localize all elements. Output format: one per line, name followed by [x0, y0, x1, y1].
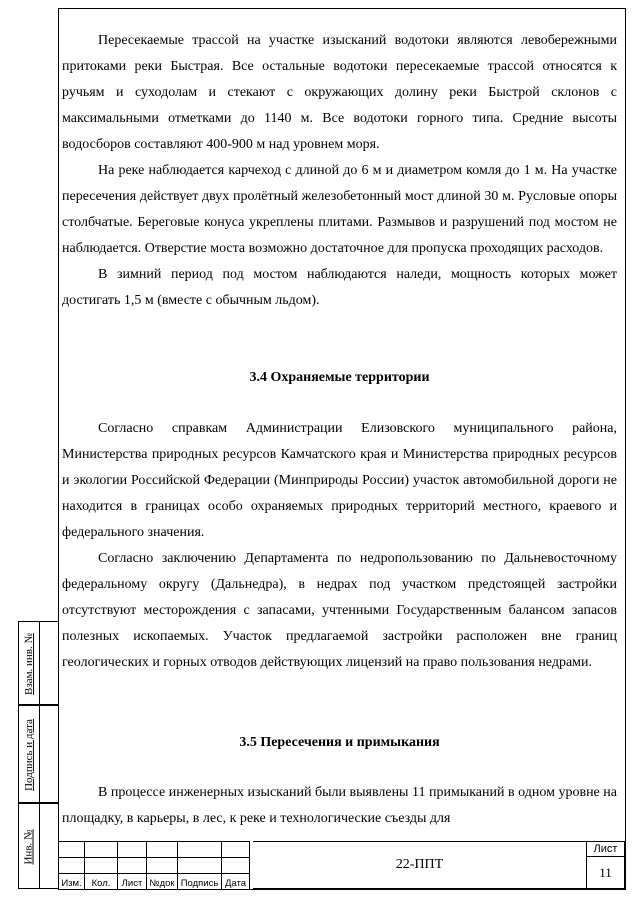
sheet-label: Лист: [587, 842, 624, 857]
text-block-top: [62, 28, 617, 314]
title-block: [58, 841, 625, 889]
paragraph: В процессе инженерных изысканий были выявлены 11 примыканий в одном уровне на площадку, в карьеры, в лес, к реке и технологические съезды для: [62, 785, 617, 826]
side-cell-podpis: [18, 705, 58, 803]
paragraph: Согласно справкам Администрации Елизовского муниципального района, Министерства природных ресурсов Камчатского края и Министерства природных ресурсов и экологии Российской Федерации (Минприроды России) участок автомобильной дороги не находится в границах особо охраняемых природных территорий местного, краевого и федерального значения.: [62, 421, 617, 540]
paragraph: Пересекаемые трассой на участке изысканий водотоки являются левобережными притоками реки Быстрая. Все остальные водотоки пересекаемые трассой относятся к ручьям и суходолам и стекают с окружающих долину реки Быстрой склонов с максимальными отметками до 1140 м. Все водотоки горного типа. Средние высоты водосборов составляют 400-900 м над уровнем моря.: [62, 33, 617, 152]
text-block-3-5: [62, 780, 617, 832]
col-izm: Изм.: [59, 874, 85, 890]
side-cell-inv: [18, 803, 58, 889]
section-title-3-5: 3.5 Пересечения и примыкания: [239, 735, 440, 750]
side-label-inv: Инв. №: [23, 829, 35, 865]
sheet-box: [587, 841, 625, 889]
col-podpis: Подпись: [178, 874, 222, 890]
document-code: 22-ППТ: [253, 841, 587, 889]
text-block-3-4: [62, 416, 617, 676]
paragraph: На реке наблюдается карчеход с длиной до 6 м и диаметром комля до 1 м. На участке пересечения действует двух пролётный железобетонный мост длиной 30 м. Русловые опоры столбчатые. Береговые конуса укреплены плитами. Размывов и разрушений под мостом не наблюдается. Отверстие моста возможно достаточное для пропуска проходящих расходов.: [62, 163, 617, 256]
section-title-3-4: 3.4 Охраняемые территории: [249, 370, 430, 385]
paragraph: Согласно заключению Департамента по недропользованию по Дальневосточному федеральному округу (Дальнедра), в недрах под участком предстоящей застройки отсутствуют месторождения с запасами, учтенными Государственным балансом запасов полезных ископаемых. Участок предлагаемой застройки расположен вне границ геологических и горных отводов действующих лицензий на право пользования недрами.: [62, 551, 617, 670]
side-stamp: [18, 621, 58, 889]
side-cell-vzam: [18, 621, 58, 705]
col-list: Лист: [118, 874, 147, 890]
side-label-vzam: Взам. инв. №: [23, 633, 35, 695]
sheet-number: 11: [599, 865, 612, 880]
col-kol: Кол.: [85, 874, 118, 890]
paragraph: В зимний период под мостом наблюдаются наледи, мощность которых может достигать 1,5 м (вместе с обычным льдом).: [62, 267, 617, 308]
col-data: Дата: [222, 874, 250, 890]
col-ndok: №док: [147, 874, 178, 890]
revision-table: [58, 841, 250, 890]
side-label-podpis: Подпись и дата: [23, 719, 35, 791]
